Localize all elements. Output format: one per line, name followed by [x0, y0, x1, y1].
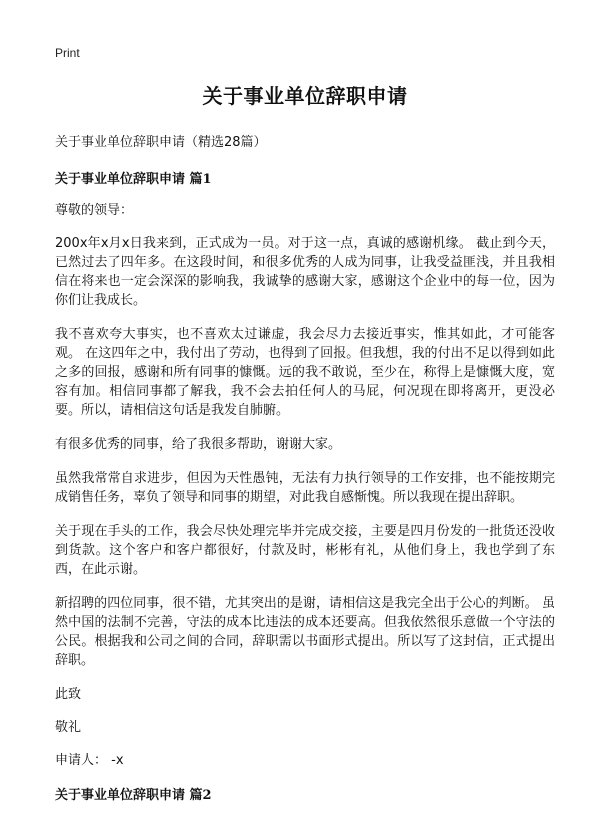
closing-salutation: 此致: [55, 687, 82, 702]
page-title: 关于事业单位辞职申请: [202, 84, 408, 108]
paragraph-4: 虽然我常常自求进步，但因为天性愚钝，无法有力执行领导的工作安排，也不能按期完成销售任务，辜负了领导和同事的期望，对此我自感惭愧。所以我现在提出辞职。: [55, 471, 555, 505]
section-1-title: 关于事业单位辞职申请 篇1: [55, 172, 212, 187]
document-subtitle: 关于事业单位辞职申请（精选28篇）: [55, 135, 267, 150]
paragraph-6: 新招聘的四位同事，很不错，尤其突出的是谢，请相信这是我完全出于公心的判断。 虽然中国的法制不完善，守法的成本比违法的成本还要高。但我依然很乐意做一个守法的公民。根据我和公司之间的合同，辞职需以书面形式提出。所以写了这封信，正式提出辞职。: [55, 596, 555, 668]
paragraph-2: 我不喜欢夸大事实，也不喜欢太过谦虚，我会尽力去接近事实，惟其如此，才可能客观。 在这四年之中，我付出了劳动，也得到了回报。但我想，我的付出不足以得到如此之多的回报，感谢和所有同事的慷慨。远的我不敢说，至少在，称得上是慷慨大度，宽容有加。相信同事都了解我，我不会去拍任何人的马屁，何况现在即将离开，更没必要。所以，请相信这句话是我发自肺腑。: [55, 327, 555, 418]
print-link[interactable]: Print: [55, 46, 80, 60]
paragraph-1: 200x年x月x日我来到，正式成为一员。对于这一点，真诚的感谢机缘。 截止到今天，已然过去了四年多。在这段时间，和很多优秀的人成为同事，让我受益匪浅，并且我相信在将来也一定会深深的影响我，我诚挚的感谢大家，感谢这个企业中的每一位，因为你们让我成长。: [55, 236, 555, 308]
paragraph-3: 有很多优秀的同事，给了我很多帮助，谢谢大家。: [55, 437, 342, 452]
document-page: [55, 46, 555, 817]
paragraph-5: 关于现在手头的工作，我会尽快处理完毕并完成交接，主要是四月份发的一批货还没收到货款。这个客户和客户都很好，付款及时，彬彬有礼，从他们身上，我也学到了东西，在此示谢。: [55, 524, 555, 577]
signature: 申请人： -x: [55, 753, 124, 768]
section-2-title: 关于事业单位辞职申请 篇2: [55, 788, 212, 803]
greeting: 尊敬的领导：: [55, 203, 134, 218]
closing-regards: 敬礼: [55, 720, 82, 735]
